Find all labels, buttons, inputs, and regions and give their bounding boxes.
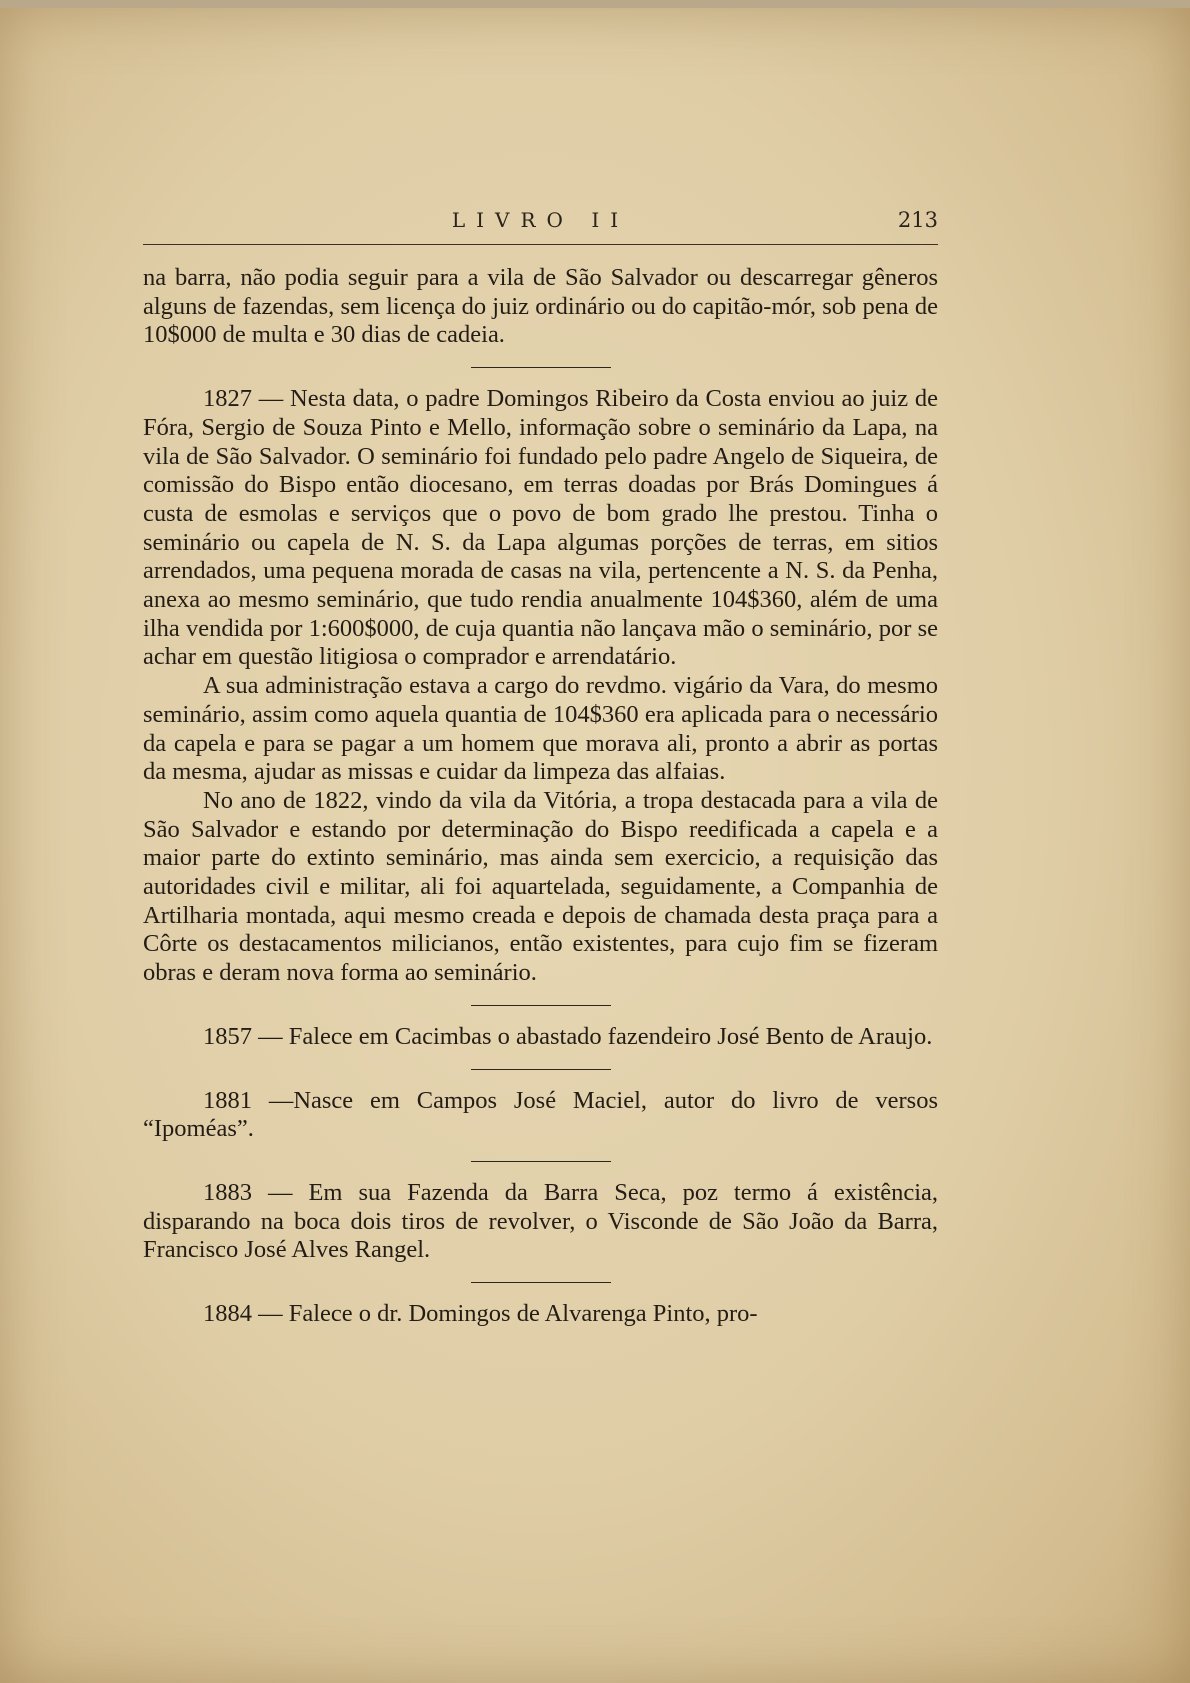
page-sheet (0, 8, 1190, 1683)
page-body (143, 264, 938, 1329)
header-rule (143, 244, 938, 245)
entry-1884: 1884 — Falece o dr. Domingos de Alvarenga Pinto, pro- (203, 1300, 758, 1328)
entry-1857: 1857 — Falece em Cacimbas o abastado fazendeiro José Bento de Araujo. (203, 1022, 933, 1050)
page-header (143, 208, 938, 238)
entry-1827: 1827 — Nesta data, o padre Domingos Ribeiro da Costa enviou ao juiz de Fóra, Sergio de Souza Pinto e Mello, informação sobre o seminário da Lapa, na vila de São Salvador. O seminário foi fundado pelo padre Angelo de Siqueira, de comissão do Bispo então diocesano, em terras doadas por Brás Domingues á custa de esmolas e serviços que o povo de bom grado lhe prestou. Tinha o seminário ou capela de N. S. da Lapa algumas porções de terras, em sitios arrendados, uma pequena morada de casas na vila, pertencente a N. S. da Penha, anexa ao mesmo seminário, que tudo rendia anualmente 104$360, além de uma ilha vendida por 1:600$000, de cuja quantia não lançava mão o seminário, por se achar em questão litigiosa o comprador e arrendatário. (143, 385, 938, 671)
entry-separator (471, 1282, 611, 1283)
paragraph-continuation: na barra, não podia seguir para a vila de São Salvador ou descarregar gêneros alguns de fazendas, sem licença do juiz ordinário ou do capitão-mór, sob pena de 10$000 de multa e 30 dias de cadeia. (143, 264, 938, 349)
running-title: LIVRO II (451, 208, 630, 232)
paragraph-1822: No ano de 1822, vindo da vila da Vitória, a tropa destacada para a vila de São Salvador e estando por determinação do Bispo reedificada a capela e a maior parte do extinto seminário, mas ainda sem exercicio, a requisição das autoridades civil e militar, ali foi aquartelada, seguidamente, a Companhia de Artilharia montada, aqui mesmo creada e depois de chamada desta praça para a Côrte os destacamentos milicianos, então existentes, para cujo fim se fizeram obras e deram nova forma ao seminário. (143, 786, 938, 987)
entry-separator (471, 1005, 611, 1006)
page-number: 213 (897, 208, 938, 232)
entry-separator (471, 367, 611, 368)
entry-separator (471, 1161, 611, 1162)
entry-1883: 1883 — Em sua Fazenda da Barra Seca, poz termo á existência, disparando na boca dois tiros de revolver, o Visconde de São João da Barra, Francisco José Alves Rangel. (143, 1178, 938, 1264)
paragraph-administration: A sua administração estava a cargo do revdmo. vigário da Vara, do mesmo seminário, assim como aquela quantia de 104$360 era aplicada para o necessário da capela e para se pagar a um homem que morava ali, pronto a abrir as portas da mesma, ajudar as missas e cuidar da limpeza das alfaias. (143, 672, 938, 786)
entry-separator (471, 1069, 611, 1070)
entry-1881: 1881 —Nasce em Campos José Maciel, autor do livro de versos “Ipoméas”. (143, 1086, 938, 1143)
